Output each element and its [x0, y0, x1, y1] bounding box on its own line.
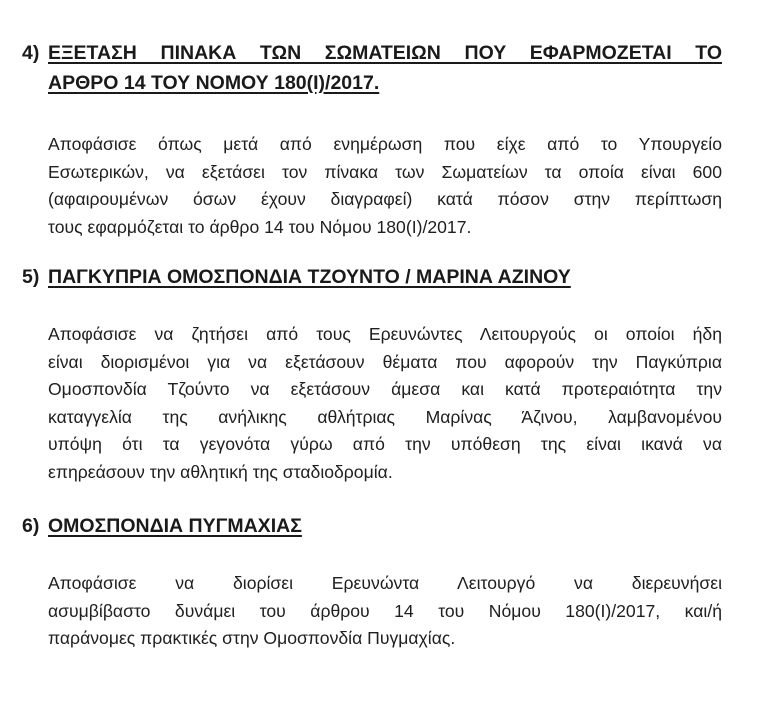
section-6: [22, 511, 722, 653]
section-number: 4): [22, 42, 40, 64]
body-line: Ομοσπονδία Τζούντο να εξετάσουν άμεσα και κατά προτεραιότητα την: [48, 379, 722, 399]
section-title-line: ΕΞΕΤΑΣΗ ΠΙΝΑΚΑ ΤΩΝ ΣΩΜΑΤΕΙΩΝ ΠΟΥ ΕΦΑΡΜΟΖΕΤΑΙ ΤΟ: [48, 42, 722, 64]
section-title-line: ΟΜΟΣΠΟΝΔΙΑ ΠΥΓΜΑΧΙΑΣ: [48, 515, 302, 537]
body-line: (αφαιρουμένων όσων έχουν διαγραφεί) κατά πόσον στην περίπτωση: [48, 189, 722, 209]
section-5: [22, 262, 722, 486]
body-line: καταγγελία της ανήλικης αθλήτριας Μαρίνας Άζινου, λαμβανομένου: [48, 406, 722, 427]
body-line: Αποφάσισε όπως μετά από ενημέρωση που είχε από το Υπουργείο: [48, 134, 722, 154]
section-heading: [22, 511, 722, 541]
section-heading: [22, 262, 722, 292]
body-line: υπόψη ότι τα γεγονότα γύρω από την υπόθεση της είναι ικανά να: [48, 434, 722, 454]
body-line: ασυμβίβαστο δυνάμει του άρθρου 14 του Νόμου 180(Ι)/2017, και/ή: [48, 600, 722, 621]
section-body: [48, 570, 722, 653]
section-heading: [22, 38, 722, 98]
body-line: είναι διορισμένοι για να εξετάσουν θέματα που αφορούν την Παγκύπρια: [48, 351, 722, 372]
section-title-line: ΑΡΘΡΟ 14 ΤΟΥ ΝΟΜΟΥ 180(Ι)/2017.: [48, 72, 380, 94]
body-line: τους εφαρμόζεται το άρθρο 14 του Νόμου 180(Ι)/2017.: [48, 216, 472, 237]
body-line: παράνομες πρακτικές στην Ομοσπονδία Πυγμαχίας.: [48, 628, 456, 648]
body-line: Αποφάσισε να διορίσει Ερευνώντα Λειτουργό να διερευνήσει: [48, 573, 722, 593]
section-title: [48, 38, 722, 98]
body-line: Εσωτερικών, να εξετάσει τον πίνακα των Σωματείων τα οποία είναι 600: [48, 161, 722, 182]
section-4: [22, 38, 722, 241]
section-title-line: ΠΑΓΚΥΠΡΙΑ ΟΜΟΣΠΟΝΔΙΑ ΤΖΟΥΝΤΟ / ΜΑΡΙΝΑ ΑΖΙΝΟΥ: [48, 266, 571, 288]
section-body: [48, 131, 722, 241]
body-line: Αποφάσισε να ζητήσει από τους Ερευνώντες Λειτουργούς οι οποίοι ήδη: [48, 324, 722, 344]
body-line: επηρεάσουν την αθλητική της σταδιοδρομία.: [48, 461, 393, 482]
section-number: 6): [22, 515, 40, 537]
section-number: 5): [22, 266, 40, 288]
section-body: [48, 321, 722, 486]
section-title: [48, 262, 722, 292]
section-title: [48, 511, 722, 541]
